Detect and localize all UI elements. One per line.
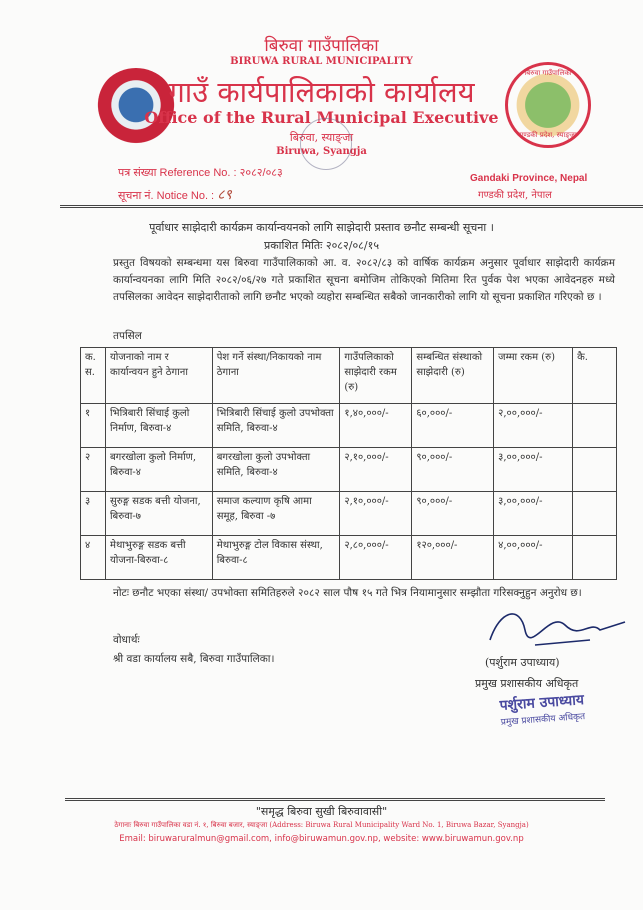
cell-total: ३,००,०००/- bbox=[494, 492, 573, 536]
cell-municipal-share: २,८०,०००/- bbox=[340, 536, 412, 580]
cell-municipal-share: २,१०,०००/- bbox=[340, 448, 412, 492]
cell-organization: बगरखोला कुलो उपभोक्ता समिति, बिरुवा-४ bbox=[212, 448, 340, 492]
municipality-name-en: BIRUWA RURAL MUNICIPALITY bbox=[230, 56, 413, 67]
notice-value: ८९ bbox=[217, 186, 232, 202]
notice-title: पूर्वाधार साझेदारी कार्यक्रम कार्यान्वयनको लागि साझेदारी प्रस्ताव छनौट सम्बन्धी सूचना । bbox=[149, 221, 494, 234]
reference-number bbox=[118, 165, 283, 180]
table-row bbox=[81, 536, 617, 580]
col-header: पेश गर्ने संस्था/निकायको नाम ठेगाना bbox=[212, 348, 340, 404]
cell-remarks bbox=[573, 536, 617, 580]
cell-sn: ३ bbox=[81, 492, 106, 536]
stamp-name: पर्शुराम उपाध्याय bbox=[499, 692, 585, 714]
province-np: गण्डकी प्रदेश, नेपाल bbox=[478, 190, 552, 201]
col-header: जम्मा रकम (रु) bbox=[494, 348, 573, 404]
notice-paragraph: प्रस्तुत विषयको सम्बन्धमा यस बिरुवा गाउँपालिकाको आ. व. २०८२/८३ को वार्षिक कार्यक्रम अनुसार पूर्वाधार साझेदारी कार्यक्रम कार्यान्वयनका लागि मिति २०८२/०६/२७ गते प्रकाशित सूचना बमोजिम तोकिएको मितिमा रित पुर्वक पेश भएका आवेदनहरु मध्ये तपसिलका आवेदन साझेदारीताको लागि छनौट भएको व्यहोरा सम्बन्धित सबैको जानकारीको लागि यो सूचना प्रकाशित गरिएको छ । bbox=[113, 257, 615, 303]
right-logo-motto: गण्डकी प्रदेश, स्याङ्जा bbox=[519, 131, 577, 139]
cell-sn: २ bbox=[81, 448, 106, 492]
table-row bbox=[81, 492, 617, 536]
col-header: गाउँपलिकाको साझेदारी रकम (रु) bbox=[340, 348, 412, 404]
cell-project: भित्रिबारी सिंचाई कुलो निर्माण, बिरुवा-४ bbox=[105, 404, 212, 448]
location-en: Biruwa, Syangja bbox=[276, 146, 367, 157]
table-row bbox=[81, 448, 617, 492]
cell-municipal-share: १,४०,०००/- bbox=[340, 404, 412, 448]
name-stamp bbox=[499, 690, 586, 728]
col-header: सम्बन्धित संस्थाको साझेदारी (रु) bbox=[412, 348, 494, 404]
col-header: कै. bbox=[573, 348, 617, 404]
published-date: प्रकाशित मितिः २०८२/०८/१५ bbox=[263, 239, 380, 252]
location-np: बिरुवा, स्याङ्जा bbox=[289, 131, 354, 144]
cell-project: सुरुङ्ग सडक बत्ती योजना, बिरुवा-७ bbox=[105, 492, 212, 536]
cell-remarks bbox=[573, 492, 617, 536]
schedule-label: तपसिल bbox=[113, 330, 142, 342]
reference-label: पत्र संख्या Reference No. : bbox=[118, 167, 237, 179]
cell-project: बगरखोला कुलो निर्माण, बिरुवा-४ bbox=[105, 448, 212, 492]
signatory-designation: प्रमुख प्रशासकीय अधिकृत bbox=[475, 677, 579, 690]
cell-org-share: ९०,०००/- bbox=[412, 448, 494, 492]
footer-contact: Email: biruwaruralmun@gmail.com, info@biruwamun.gov.np, website: www.biruwamun.gov.np bbox=[119, 834, 524, 844]
table-header-row bbox=[81, 348, 617, 404]
municipality-name-np: बिरुवा गाउँपालिका bbox=[264, 36, 379, 56]
signatory-name: (पर्शुराम उपाध्याय) bbox=[485, 656, 560, 669]
cell-total: ४,००,०००/- bbox=[494, 536, 573, 580]
cell-municipal-share: २,१०,०००/- bbox=[340, 492, 412, 536]
cell-org-share: ९०,०००/- bbox=[412, 492, 494, 536]
col-header: योजनाको नाम र कार्यान्वयन हुने ठेगाना bbox=[105, 348, 212, 404]
note-text: नोटः छनौट भएका संस्था/ उपभोक्ता समितिहरुले २०८२ साल पौष १५ गते भित्र नियामानुसार सम्झौता गरिसक्नुहुन अनुरोध छ। bbox=[113, 587, 582, 599]
cell-project: मेथाभुरुङ्ग सडक बत्ती योजना-बिरुवा-८ bbox=[105, 536, 212, 580]
header-divider bbox=[60, 205, 643, 210]
footer-address: ठेगानाः बिरुवा गाउँपालिका वडा नं. १, बिरुवा बजार, स्याङ्जा (Address: Biruwa Rural Municipality Ward No. 1, Biruwa Bazar, Syangja) bbox=[114, 821, 529, 829]
table-row bbox=[81, 404, 617, 448]
cell-total: २,००,०००/- bbox=[494, 404, 573, 448]
office-name-np: गाउँ कार्यपालिकाको कार्यालय bbox=[168, 75, 475, 109]
reference-value: २०८२/०८३ bbox=[239, 167, 283, 179]
cell-organization: भित्रिबारी सिंचाई कुलो उपभोक्ता समिति, बिरुवा-४ bbox=[212, 404, 340, 448]
office-name-en: Office of the Rural Municipal Executive bbox=[144, 108, 499, 127]
cc-label: वोधार्थः bbox=[113, 634, 140, 646]
cell-organization: समाज कल्याण कृषि आमा समूह, बिरुवा -७ bbox=[212, 492, 340, 536]
cell-org-share: १२०,०००/- bbox=[412, 536, 494, 580]
cell-sn: ४ bbox=[81, 536, 106, 580]
cell-org-share: ६०,०००/- bbox=[412, 404, 494, 448]
selection-table bbox=[80, 347, 617, 580]
cell-sn: १ bbox=[81, 404, 106, 448]
notice-label: सूचना नं. Notice No. : bbox=[118, 190, 215, 202]
right-logo-text: बिरुवा गाउँपालिका bbox=[524, 69, 572, 77]
province-en: Gandaki Province, Nepal bbox=[470, 173, 588, 184]
cc-recipient: श्री वडा कार्यालय सबै, बिरुवा गाउँपालिका। bbox=[113, 653, 275, 665]
footer-slogan: "समृद्ध बिरुवा सुखी बिरुवावासी" bbox=[255, 805, 388, 818]
cell-remarks bbox=[573, 448, 617, 492]
office-seal-stamp bbox=[300, 118, 352, 170]
cell-total: ३,००,०००/- bbox=[494, 448, 573, 492]
footer-divider bbox=[65, 798, 605, 803]
handwritten-signature bbox=[480, 600, 630, 660]
stamp-designation: प्रमुख प्रशासकीय अधिकृत bbox=[500, 712, 586, 728]
cell-remarks bbox=[573, 404, 617, 448]
cell-organization: मेथाभुरुङ्ग टोल विकास संस्था, बिरुवा-८ bbox=[212, 536, 340, 580]
col-header: क. स. bbox=[81, 348, 106, 404]
notice-number bbox=[118, 185, 232, 204]
